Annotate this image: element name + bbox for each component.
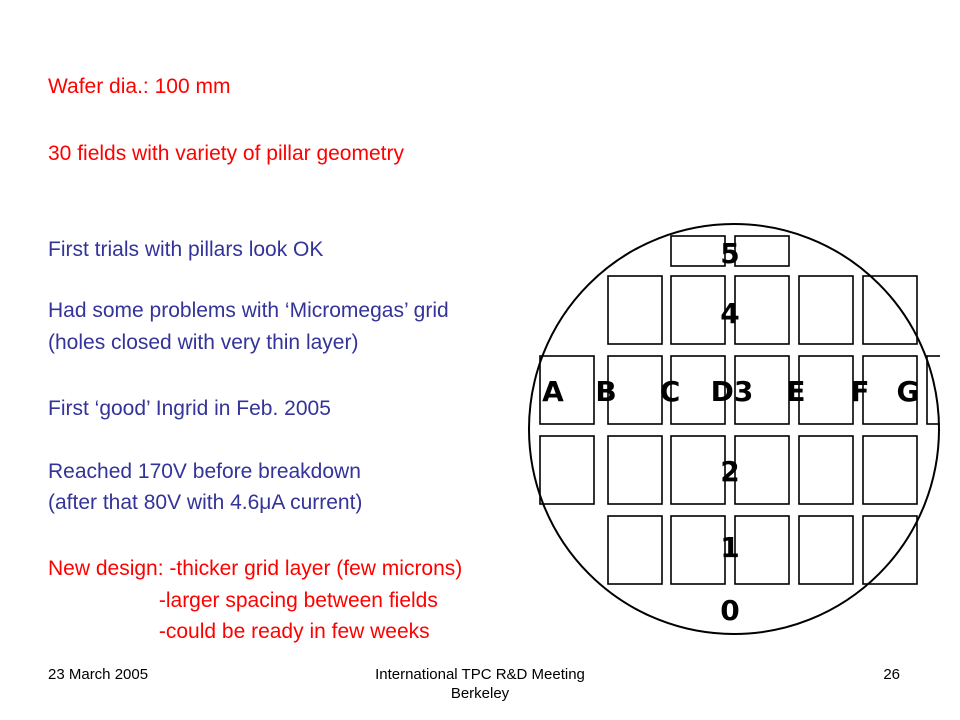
wafer-field-cell	[863, 516, 917, 584]
wafer-field-cell	[799, 356, 853, 424]
wafer-field-cell	[799, 516, 853, 584]
row-label-0: 0	[720, 594, 740, 627]
row-label-4: 4	[720, 297, 740, 330]
wafer-field-cell	[735, 236, 789, 266]
wafer-field-cell	[671, 236, 725, 266]
footer-date: 23 March 2005	[48, 666, 149, 683]
wafer-fields	[540, 236, 940, 584]
wafer-diagram	[520, 215, 940, 645]
wafer-field-cell	[735, 276, 789, 344]
text-line-holes-closed: (holes closed with very thin layer)	[48, 331, 359, 354]
column-label-f: F	[850, 375, 870, 408]
wafer-outline	[529, 224, 939, 634]
wafer-field-cell	[863, 436, 917, 504]
text-line-problems: Had some problems with ‘Micromegas’ grid	[48, 299, 449, 322]
text-line-wafer-diameter: Wafer dia.: 100 mm	[48, 75, 231, 98]
footer-meeting-line2: Berkeley	[450, 685, 510, 702]
wafer-field-cell	[799, 276, 853, 344]
text-line-reached: Reached 170V before breakdown	[48, 460, 361, 483]
wafer-field-cell	[735, 436, 789, 504]
text-line-fields: 30 fields with variety of pillar geometry	[48, 142, 404, 165]
text-line-first-trials: First trials with pillars look OK	[48, 238, 324, 261]
footer-meeting-line1: International TPC R&D Meeting	[375, 666, 585, 683]
text-line-new-design: New design: -thicker grid layer (few microns)	[48, 557, 463, 580]
column-label-b: B	[595, 375, 617, 408]
wafer-field-cell	[540, 436, 594, 504]
wafer-field-cell	[608, 276, 662, 344]
row-label-1: 1	[720, 531, 740, 564]
text-line-after-that: (after that 80V with 4.6μA current)	[48, 491, 363, 514]
footer-page-number: 26	[883, 666, 900, 683]
column-label-e: E	[786, 375, 806, 408]
wafer-field-cell	[608, 516, 662, 584]
text-line-ready: -could be ready in few weeks	[48, 620, 430, 643]
text-line-first-good: First ‘good’ Ingrid in Feb. 2005	[48, 397, 331, 420]
wafer-field-cell	[608, 436, 662, 504]
column-label-d3: D3	[710, 375, 754, 408]
wafer-field-cell	[671, 516, 725, 584]
wafer-field-cell	[671, 436, 725, 504]
wafer-field-cell	[863, 276, 917, 344]
wafer-field-cell	[735, 516, 789, 584]
column-label-g: G	[896, 375, 920, 408]
wafer-field-cell	[671, 276, 725, 344]
wafer-field-cell	[799, 436, 853, 504]
row-label-2: 2	[720, 455, 740, 488]
column-label-a: A	[542, 375, 564, 408]
row-label-5: 5	[720, 237, 740, 270]
column-label-c: C	[659, 375, 681, 408]
footer-meeting	[0, 665, 960, 703]
text-line-larger-spacing: -larger spacing between fields	[48, 589, 438, 612]
